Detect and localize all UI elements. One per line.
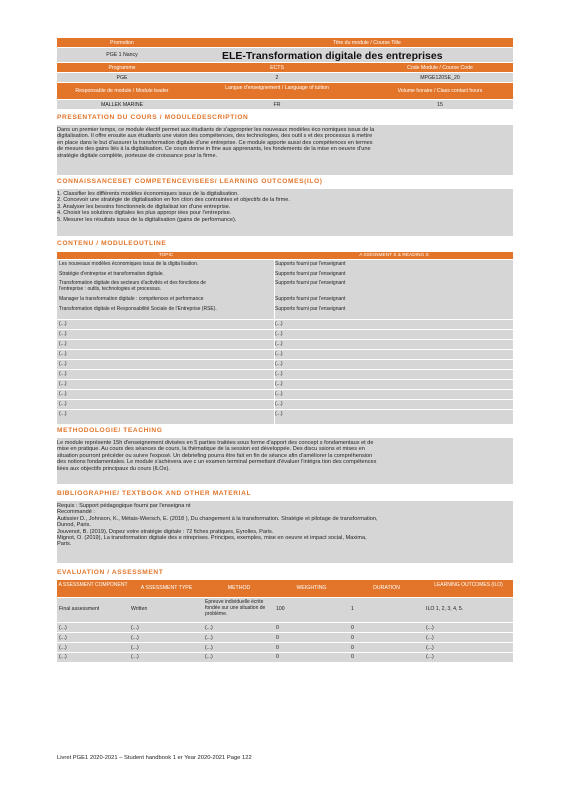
volume-label: Volume horaire / Class contact hours [397, 88, 483, 94]
eval-method: (...) [205, 654, 213, 660]
row-divider [57, 652, 513, 653]
title-label: Titre du module / Course Title [333, 39, 401, 46]
topic-cell: (...) [59, 331, 67, 337]
eval-component: (...) [59, 654, 67, 660]
presentation-line: en place dans le but d'assurer la transformation digitale d'une entreprise. Ce module apporte aussi des compétences en termes [57, 139, 373, 146]
eval-type: (...) [131, 645, 139, 651]
assignment-cell: (...) [275, 411, 283, 417]
eval-component: (...) [59, 625, 67, 631]
eval-header-ilo: LEARNING OUTCOMES (ILO) [434, 582, 503, 588]
eval-weighting: 100 [276, 606, 285, 612]
code-label: Code Module / Course Code [407, 64, 473, 71]
assignment-cell: (...) [275, 381, 283, 387]
topic-cell: (...) [59, 321, 67, 327]
methodologie-line: des notions fondamentales. Le module s'achèvera ave c un examen terminal permettant d'évaluer l'intégra tion des compétences [57, 459, 377, 466]
methodologie-line: mise en pratique. Au cours des séances de cours, la thématique de la session est développée. Des discu ssions et mises en [57, 446, 365, 453]
eval-ilo: (...) [426, 645, 434, 651]
row-divider [57, 359, 513, 360]
presentation-line: stratégie digitale complète, porteuse de croissance pour la firme. [57, 152, 218, 159]
methodologie-line: situation pourront précéder ou suivre l'exposé. Un debriefing pourra être fait en fin de séance afin d'améliorer la compréhension [57, 452, 373, 459]
assignment-cell: (...) [275, 351, 283, 357]
presentation-text [57, 125, 513, 175]
assignment-cell: Supports fourni par l'enseignant [275, 306, 346, 312]
volume-value: 15 [437, 101, 443, 108]
assignment-cell: (...) [275, 341, 283, 347]
eval-component: (...) [59, 635, 67, 641]
bibliographie-line: Paris. [57, 541, 72, 548]
eval-component: (...) [59, 645, 67, 651]
methodologie-line: liées aux objectifs principaux du cours (ILOs). [57, 465, 170, 472]
outcome-item: 3. Analyser les besoins fonctionnels de digitalisat ion d'une entreprise. [57, 203, 231, 210]
outcomes-title: CONNAISSANCESET COMPETENCEVISEES/ LEARNING OUTCOMES(ILO) [57, 178, 323, 185]
eval-type: (...) [131, 635, 139, 641]
programme-value: PGE [116, 74, 128, 81]
assignment-cell: Supports fourni par l'enseignant [275, 271, 346, 277]
row-divider [57, 319, 513, 320]
bibliographie-line: Jouvenot, B. (2019), Dopez votre stratégie digitale : 72 fiches pratiques, Eyrolles, Paris. [57, 528, 274, 535]
langue-label: Langue d'enseignement / Language of tuition [225, 85, 329, 91]
eval-duration: 0 [351, 635, 354, 641]
bibliographie-line: Recommandé : [57, 509, 95, 516]
assignments-header: A SSIGNMENT S & READING S [359, 252, 429, 258]
topic-cell: Stratégie d'entreprise et transformation digitale. [59, 271, 164, 277]
eval-weighting: 0 [276, 635, 279, 641]
eval-weighting: 0 [276, 654, 279, 660]
eval-method: (...) [205, 625, 213, 631]
outcome-item: 1. Classifier les différents modèles économiques issus de la digitalisation. [57, 191, 239, 197]
eval-type: (...) [131, 654, 139, 660]
contenu-table [57, 260, 513, 424]
contenu-header [57, 252, 513, 259]
methodologie-title: METHODOLOGIE/ TEACHING [57, 427, 163, 434]
bibliographie-title: BIBLIOGRAPHIE/ TEXTBOOK AND OTHER MATERIAL [57, 490, 252, 497]
row-divider [57, 349, 513, 350]
course-title: ELE-Transformation digitale des entreprises [222, 50, 443, 62]
eval-method: (...) [205, 635, 213, 641]
eval-component: Final assessment [59, 606, 100, 612]
assignment-cell: (...) [275, 331, 283, 337]
topic-cell: (...) [59, 391, 67, 397]
evaluation-title: EVALUATION / ASSESSMENT [57, 569, 164, 576]
eval-header-duration: DURATION [373, 585, 400, 591]
langue-value: FR [273, 101, 281, 108]
assignment-cell: (...) [275, 391, 283, 397]
assignment-cell: (...) [275, 361, 283, 367]
row-divider [57, 369, 513, 370]
eval-duration: 0 [351, 645, 354, 651]
eval-weighting: 0 [276, 645, 279, 651]
row-divider [57, 622, 513, 623]
header-row-labels-3 [57, 83, 513, 99]
outcome-item: 4. Choisir les solutions digitales les plus appropr iées pour l'entreprise. [57, 210, 232, 217]
topic-cell: Les nouveaux modèles économiques issus de la digita lisation. [59, 261, 199, 267]
topic-cell: (...) [59, 411, 67, 417]
row-divider [57, 329, 513, 330]
responsable-label: Responsable de module / Module leader [75, 88, 169, 94]
outcome-item: 2. Concevoir une stratégie de digitalisation en fon ction des contraintes et objectifs de la firme. [57, 197, 290, 204]
header-row-values-2 [57, 73, 513, 82]
methodologie-text [57, 438, 513, 484]
bibliographie-line: Dunod, Paris. [57, 522, 91, 529]
ects-label: ECTS [270, 64, 284, 71]
eval-type: (...) [131, 625, 139, 631]
header-row-values-1 [57, 48, 513, 62]
outcomes-list [57, 189, 513, 236]
assignment-cell: (...) [275, 401, 283, 407]
row-divider [57, 642, 513, 643]
eval-ilo: (...) [426, 654, 434, 660]
row-divider [57, 339, 513, 340]
bibliographie-line: Autissier D., Johnson, K., Métais-Wiersch, E. (2018 ), Du changement à la transformation. Stratégie et pilotage de transformation, [57, 515, 378, 522]
programme-label: Programme [108, 64, 136, 71]
eval-method: Epreuve individuelle écrite fondée sur une situation de problème. [205, 599, 266, 617]
presentation-line: digitalisation. Il offre ensuite aux étudiants une vision des compétences, des technologies, des outil s et des processus à mettre [57, 133, 373, 140]
topic-cell: l'entreprise : outils, technologies et processus. [59, 286, 162, 292]
ects-value: 2 [275, 74, 279, 81]
evaluation-table [57, 598, 513, 662]
presentation-line: de mesure des gains liés à la digitalisation. Ce cours donne in fine aux apprenants, les fondements de la mise en oeuvre d'une [57, 146, 371, 153]
topic-cell: (...) [59, 341, 67, 347]
topic-cell: (...) [59, 351, 67, 357]
presentation-title: PRESENTATION DU COURS / MODULEDESCRIPTION [57, 114, 249, 121]
eval-ilo: (...) [426, 625, 434, 631]
topic-cell: (...) [59, 381, 67, 387]
assignment-cell: (...) [275, 321, 283, 327]
assignment-cell: (...) [275, 371, 283, 377]
header-row-labels-1 [57, 38, 513, 47]
evaluation-header [57, 580, 513, 597]
topic-cell: Transformation digitale et Responsabilité Sociale de l'Entreprise (RSE). [59, 306, 217, 312]
row-divider [57, 399, 513, 400]
eval-ilo: (...) [426, 635, 434, 641]
eval-duration: 0 [351, 625, 354, 631]
topic-cell: Manager la transformation digitale : compétences et performance [59, 296, 204, 302]
topic-cell: (...) [59, 361, 67, 367]
outcome-item: 5. Mesurer les résultats issus de la digitalisation (gains de performance). [57, 216, 237, 223]
code-value: MPGE120SE_20 [420, 74, 460, 81]
assignment-cell: Supports fourni par l'enseignant [275, 261, 346, 267]
contenu-title: CONTENU / MODULEOUTLINE [57, 240, 167, 247]
eval-header-method: METHOD [227, 585, 251, 591]
assignment-cell: Supports fourni par l'enseignant [275, 296, 346, 302]
bibliographie-line: Requis : Support pédagogique fourni par l'enseigna nt [57, 503, 191, 509]
eval-method: (...) [205, 645, 213, 651]
topic-header: TOPIC [158, 252, 174, 258]
eval-header-component: A SSESSMENT COMPONENT [58, 582, 128, 588]
eval-duration: 0 [351, 654, 354, 660]
row-divider [57, 632, 513, 633]
eval-header-weighting: WEIGHTING [296, 585, 327, 591]
topic-cell: (...) [59, 401, 67, 407]
eval-type: Written [131, 606, 148, 612]
eval-header-type: A SSESSMENT TYPE [140, 585, 193, 591]
topic-cell: Transformation digitale des secteurs d'activités et des fonctions de [59, 280, 206, 286]
eval-weighting: 0 [276, 625, 279, 631]
row-divider [57, 379, 513, 380]
row-divider [57, 409, 513, 410]
header-row-values-3 [57, 100, 513, 109]
bibliographie-text [57, 501, 513, 563]
page-footer: Livret PGE1 2020-2021 – Student handbook 1 er Year 2020-2021 Page 122 [57, 755, 252, 761]
assignment-cell: Supports fourni par l'enseignant [275, 280, 346, 286]
eval-ilo: ILO 1, 2, 3, 4, 5. [426, 606, 464, 612]
eval-duration: 1 [351, 606, 354, 612]
topic-cell: (...) [59, 371, 67, 377]
presentation-line: Dans un premier temps, ce module électif permet aux étudiants de s'approprier les nouveaux modèles éco nomiques issus de la [57, 127, 375, 133]
header-row-labels-2 [57, 63, 513, 72]
bibliographie-line: Mignot, O. (2019), La transformation digitale des e ntreprises. Principes, exemples, mise en oeuvre et impact social, Maxima, [57, 535, 367, 542]
promotion-label: Promotion [110, 39, 134, 46]
row-divider [57, 389, 513, 390]
methodologie-line: Le module représente 15h d'enseignement divisées en 5 parties traitées sous forme d'apport des concept s fondamentaux et de [57, 440, 374, 446]
responsable-value: MALLEK MARINE [100, 101, 144, 108]
promotion-value: PGE 1 Nancy [106, 52, 138, 58]
